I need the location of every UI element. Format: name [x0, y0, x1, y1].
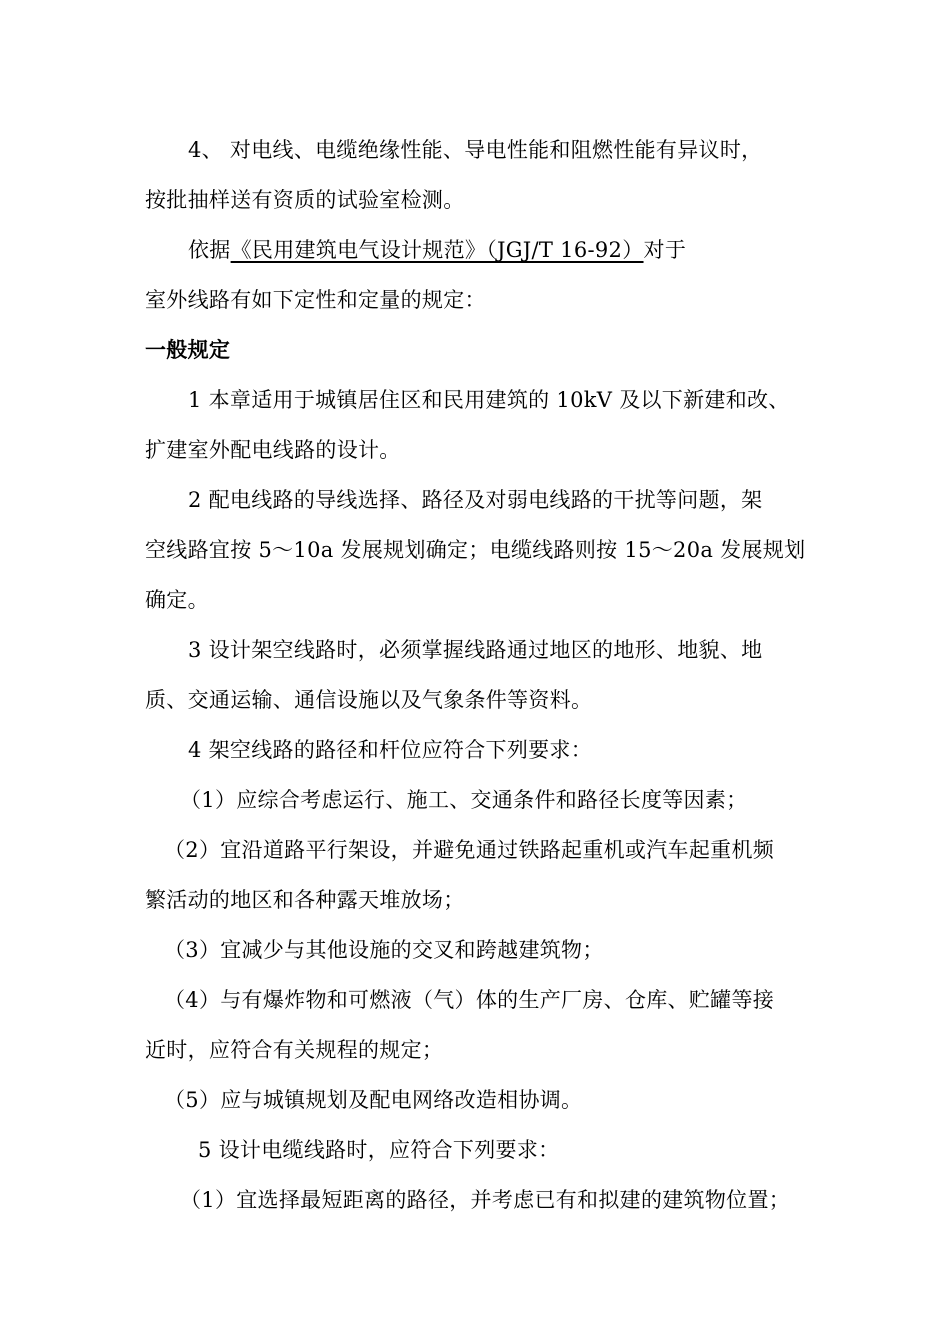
rule-4-item-2-continuation: 繁活动的地区和各种露天堆放场；: [145, 888, 465, 912]
rule-4-item-2: （2）宜沿道路平行架设，并避免通过铁路起重机或汽车起重机频: [164, 838, 775, 862]
basis-prefix: 依据: [188, 238, 231, 262]
paragraph-line: [145, 536, 815, 564]
section-heading-text: 一般规定: [145, 337, 231, 362]
basis-suffix: 对于: [643, 238, 687, 262]
paragraph-line: [188, 486, 818, 514]
rule-3-text: 3 设计架空线路时，必须掌握线路通过地区的地形、地貌、地: [188, 638, 763, 662]
rule-1-text: 1 本章适用于城镇居住区和民用建筑的 10kV 及以下新建和改、: [188, 388, 790, 412]
paragraph-line: [145, 886, 815, 914]
paragraph-line: [145, 1036, 815, 1064]
paragraph-line: [145, 286, 815, 314]
rule-4-item-4: （4）与有爆炸物和可燃液（气）体的生产厂房、仓库、贮罐等接: [164, 988, 775, 1012]
item-4-text: 4、 对电线、电缆绝缘性能、导电性能和阻燃性能有异议时，: [188, 138, 763, 162]
paragraph-line: [145, 686, 815, 714]
paragraph-line: [164, 1086, 834, 1114]
paragraph-line: [145, 186, 815, 214]
paragraph-line: [180, 786, 850, 814]
paragraph-line: [164, 936, 834, 964]
paragraph-line: [188, 386, 818, 414]
section-heading: [145, 336, 815, 364]
rule-2-end: 确定。: [145, 588, 209, 612]
paragraph-line: [198, 1136, 868, 1164]
item-4-continuation: 按批抽样送有资质的试验室检测。: [145, 188, 465, 212]
rule-4-item-4-continuation: 近时，应符合有关规程的规定；: [145, 1038, 444, 1062]
rule-5-text: 5 设计电缆线路时，应符合下列要求：: [198, 1138, 560, 1162]
rule-4-item-3: （3）宜减少与其他设施的交叉和跨越建筑物；: [164, 938, 604, 962]
rule-4-item-1: （1）应综合考虑运行、施工、交通条件和路径长度等因素；: [180, 788, 748, 812]
paragraph-line: [188, 136, 818, 164]
standard-reference: 《民用建筑电气设计规范》（JGJ/T 16-92）: [230, 238, 644, 262]
rule-4-text: 4 架空线路的路径和杆位应符合下列要求：: [188, 738, 593, 762]
paragraph-line: [188, 236, 858, 264]
paragraph-line: [164, 836, 819, 864]
paragraph-line: [188, 636, 818, 664]
paragraph-line: [164, 986, 819, 1014]
rule-3-continuation: 质、交通运输、通信设施以及气象条件等资料。: [145, 688, 593, 712]
paragraph-line: [145, 586, 815, 614]
rule-2-continuation: 空线路宜按 5～10a 发展规划确定；电缆线路则按 15～20a 发展规划: [145, 538, 806, 562]
paragraph-line: [180, 1186, 820, 1214]
paragraph-line: [145, 436, 815, 464]
basis-continuation: 室外线路有如下定性和定量的规定：: [145, 288, 486, 312]
rule-4-item-5: （5）应与城镇规划及配电网络改造相协调。: [164, 1088, 583, 1112]
rule-1-continuation: 扩建室外配电线路的设计。: [145, 438, 401, 462]
paragraph-line: [188, 736, 858, 764]
rule-2-text: 2 配电线路的导线选择、路径及对弱电线路的干扰等问题，架: [188, 488, 763, 512]
rule-5-item-1: （1）宜选择最短距离的路径，并考虑已有和拟建的建筑物位置；: [180, 1188, 791, 1212]
